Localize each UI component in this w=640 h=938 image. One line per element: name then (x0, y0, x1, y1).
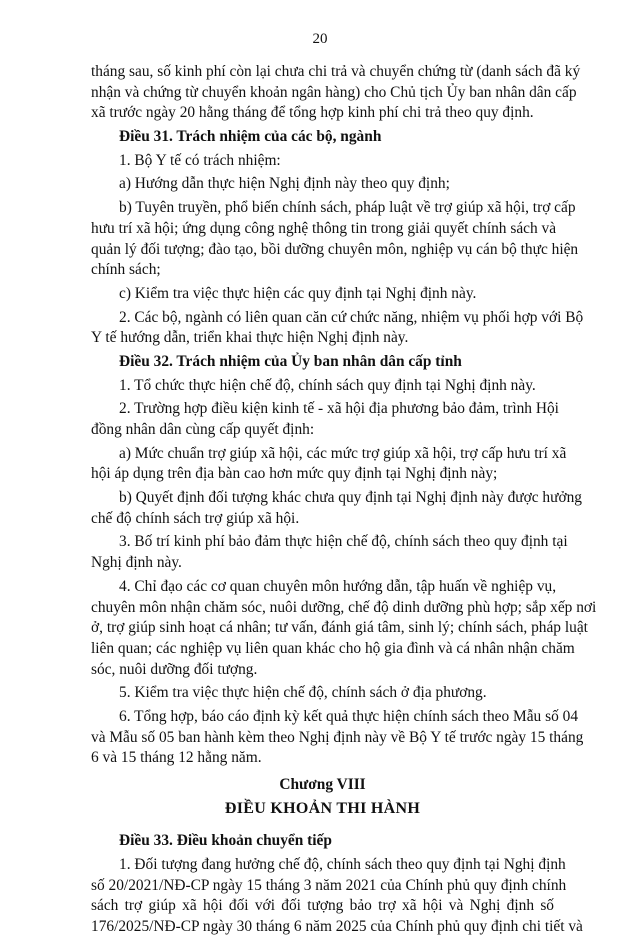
text-line: liên quan; các nghiệp vụ liên quan khác cho hộ gia đình và cá nhân nhận chăm (91, 639, 575, 657)
article-heading: Điều 32. Trách nhiệm của Ủy ban nhân dân cấp tỉnh (119, 352, 462, 370)
text-line: 1. Bộ Y tế có trách nhiệm: (119, 151, 281, 169)
text-line: quản lý đối tượng; đào tạo, bồi dưỡng chuyên môn, nghiệp vụ cán bộ thực hiện (91, 240, 579, 258)
text-line: a) Hướng dẫn thực hiện Nghị định này theo quy định; (119, 175, 450, 193)
text-line: xã trước ngày 20 hằng tháng để tổng hợp kinh phí chi trả theo quy định. (91, 104, 534, 122)
text-line: Nghị định này. (91, 554, 182, 572)
chapter-heading: Chương VIII (279, 776, 366, 793)
text-line: chuyên môn nhận chăm sóc, nuôi dưỡng, chế độ dinh dưỡng phù hợp; sắp xếp nơi (91, 598, 597, 616)
document-body (91, 62, 597, 938)
text-line: 6 và 15 tháng 12 hằng năm. (91, 749, 262, 767)
text-line: 1. Tổ chức thực hiện chế độ, chính sách quy định tại Nghị định này. (119, 376, 536, 394)
text-line: b) Tuyên truyền, phổ biến chính sách, pháp luật về trợ giúp xã hội, trợ cấp (119, 199, 576, 217)
text-line: sách trợ giúp xã hội đối với đối tượng bảo trợ xã hội và Nghị định số (91, 897, 554, 915)
text-line: 2. Các bộ, ngành có liên quan căn cứ chức năng, nhiệm vụ phối hợp với Bộ (119, 308, 584, 326)
text-line: nhận và chứng từ chuyển khoản ngân hàng) cho Chủ tịch Ủy ban nhân dân cấp (91, 83, 577, 101)
text-line: tháng sau, số kinh phí còn lại chưa chi trả và chuyển chứng từ (danh sách đã ký (91, 63, 581, 80)
article-heading: Điều 33. Điều khoản chuyển tiếp (119, 832, 332, 850)
chapter-heading: ĐIỀU KHOẢN THI HÀNH (224, 799, 421, 817)
text-line: ở, trợ giúp sinh hoạt cá nhân; tư vấn, đánh giá tâm, sinh lý; chính sách, pháp luật (91, 619, 588, 637)
text-line: hưu trí xã hội; ứng dụng công nghệ thông tin trong giải quyết chính sách và (91, 219, 557, 237)
text-line: và Mẫu số 05 ban hành kèm theo Nghị định này về Bộ Y tế trước ngày 15 tháng (91, 728, 584, 746)
text-line: 4. Chỉ đạo các cơ quan chuyên môn hướng dẫn, tập huấn về nghiệp vụ, (119, 577, 557, 595)
text-line: 6. Tổng hợp, báo cáo định kỳ kết quả thực hiện chính sách theo Mẫu số 04 (119, 707, 579, 725)
text-line: đồng nhân dân cùng cấp quyết định: (91, 421, 315, 438)
text-line: 2. Trường hợp điều kiện kinh tế - xã hội địa phương bảo đảm, trình Hội (119, 400, 559, 418)
text-line: c) Kiểm tra việc thực hiện các quy định tại Nghị định này. (119, 284, 477, 302)
text-line: Y tế hướng dẫn, triển khai thực hiện Nghị định này. (91, 329, 409, 347)
text-line: hội áp dụng trên địa bàn cao hơn mức quy định tại Nghị định này; (91, 465, 498, 483)
text-line: số 20/2021/NĐ-CP ngày 15 tháng 3 năm 2021 của Chính phủ quy định chính (91, 876, 567, 894)
text-line: 5. Kiểm tra việc thực hiện chế độ, chính sách ở địa phương. (119, 684, 487, 702)
text-line: a) Mức chuẩn trợ giúp xã hội, các mức trợ giúp xã hội, trợ cấp hưu trí xã (119, 444, 567, 462)
article-heading: Điều 31. Trách nhiệm của các bộ, ngành (119, 128, 382, 146)
text-line: sóc, nuôi dưỡng đối tượng. (91, 660, 258, 678)
text-line: b) Quyết định đối tượng khác chưa quy định tại Nghị định này được hưởng (119, 489, 582, 507)
text-line: chính sách; (91, 261, 161, 279)
page-number: 20 (312, 31, 328, 47)
text-line: chế độ chính sách trợ giúp xã hội. (91, 509, 300, 527)
text-line: 176/2025/NĐ-CP ngày 30 tháng 6 năm 2025 của Chính phủ quy định chi tiết và (91, 918, 583, 936)
text-line: 1. Đối tượng đang hưởng chế độ, chính sách theo quy định tại Nghị định (119, 856, 566, 874)
text-line: 3. Bố trí kinh phí bảo đảm thực hiện chế độ, chính sách theo quy định tại (119, 533, 568, 551)
